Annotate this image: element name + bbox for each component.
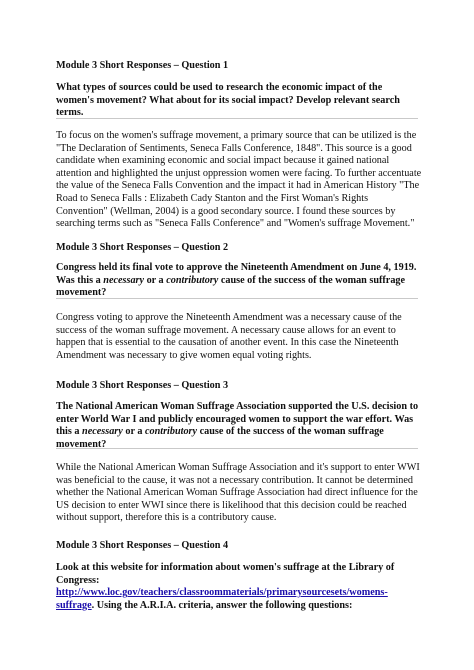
q2-term-necessary: necessary bbox=[103, 274, 145, 286]
q2-question bbox=[56, 262, 422, 300]
q3-answer: While the National American Woman Suffrage Association and it's support to enter WWI was beneficial to the cause, it was not a necessary contribution. It cannot be determined whether the National American Woman Suffrage Association had direct influence for the US decision to enter WWI since there is likelihood that this decision could be reached without support, therefore this is a contributory cause. bbox=[56, 462, 420, 524]
loc-womens-suffrage-link[interactable]: http://www.loc.gov/teachers/classroommaterials/primarysourcesets/womens-suffrage bbox=[56, 587, 388, 611]
q4-question-text-b: . Using the A.R.I.A. criteria, answer the following questions: bbox=[91, 599, 353, 611]
q2-question-text-b: cause of the success of the woman suffrage movement? bbox=[56, 274, 406, 299]
q3-question bbox=[56, 401, 422, 451]
q1-question: What types of sources could be used to research the economic impact of the women's movement? What about for its social impact? Develop relevant search terms. bbox=[56, 82, 400, 119]
q3-term-necessary: necessary bbox=[82, 426, 123, 438]
q3-term-contributory: contributory bbox=[144, 426, 198, 438]
q4-heading: Module 3 Short Responses – Question 4 bbox=[56, 540, 229, 551]
q2-term-contributory: contributory bbox=[166, 274, 219, 286]
q2-question-or: or a bbox=[144, 274, 167, 286]
q3-question-text-b: cause of the success of the woman suffrage movement? bbox=[56, 426, 384, 450]
q2-divider bbox=[56, 298, 418, 299]
q4-question-text-a: Look at this website for information about women's suffrage at the Library of Congress: bbox=[56, 562, 395, 586]
q1-divider bbox=[56, 118, 418, 119]
q2-answer: Congress voting to approve the Nineteenth Amendment was a necessary cause of the success of the woman suffrage movement. A necessary cause allows for an event to happen that is essential to the causation of another event. In this case the Nineteenth Amendment was necessary to give women equal voting rights. bbox=[56, 312, 402, 361]
q1-answer: To focus on the women's suffrage movement, a primary source that can be utilized is the "The Declaration of Sentiments, Seneca Falls Conference, 1848". This source is a good candidate when examining economic and social impact because it gained national attention and highlighted the unjust oppression women were facing. To further accentuate the value of the Seneca Falls Convention and the impact it had in American History "The Road to Seneca Falls : Elizabeth Cady Stanton and the First Woman's Rights Convention" (Wellman, 2004) is a good secondary source. I found these sources by searching terms such as "Seneca Falls Conference" and "Women's suffrage Movement." bbox=[56, 130, 422, 230]
q1-heading: Module 3 Short Responses – Question 1 bbox=[56, 60, 229, 71]
q4-question bbox=[56, 562, 422, 612]
q2-heading: Module 3 Short Responses – Question 2 bbox=[56, 242, 229, 253]
q3-question-or: or a bbox=[122, 426, 145, 438]
q2-question-text-a: Congress held its final vote to approve the Nineteenth Amendment on June 4, 1919. Was this a bbox=[56, 262, 417, 286]
q3-question-text-a: The National American Woman Suffrage Association supported the U.S. decision to enter World War I and publicly encouraged women to support the war effort. Was this a bbox=[56, 401, 419, 438]
q3-divider bbox=[56, 448, 418, 449]
q3-heading: Module 3 Short Responses – Question 3 bbox=[56, 380, 229, 391]
